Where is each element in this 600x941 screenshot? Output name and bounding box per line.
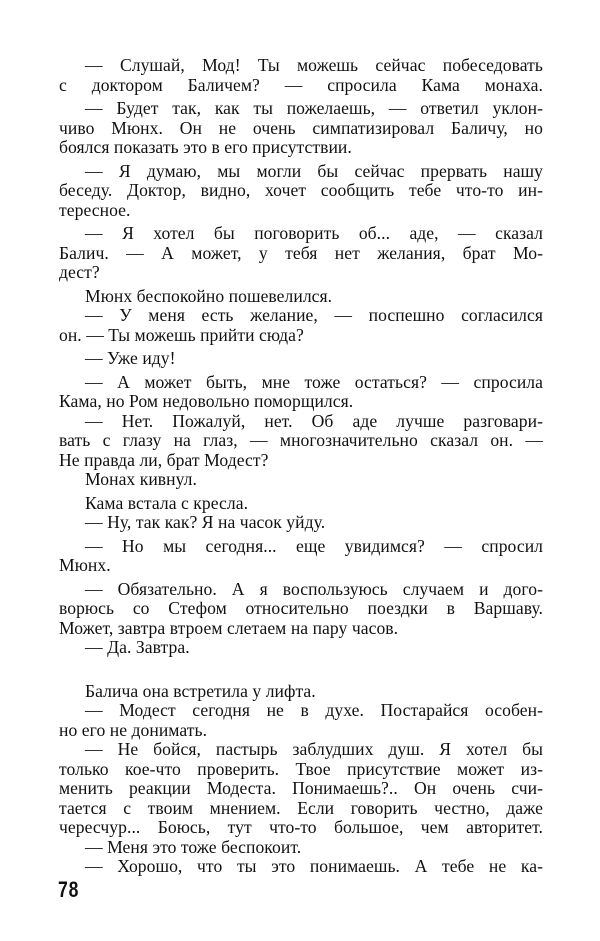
text-line: менить реакции Модеста. Понимаешь?.. Он очень счи- bbox=[59, 778, 543, 798]
text-line: дест? bbox=[59, 262, 100, 282]
text-line: Кама, но Ром недовольно поморщился. bbox=[59, 391, 354, 411]
text-line: ворюсь со Стефом относительно поездки в Варшаву. bbox=[59, 598, 543, 618]
text-line: Мюнх беспокойно пошевелился. bbox=[85, 285, 333, 306]
text-line: — Ну, так как? Я на часок уйду. bbox=[85, 512, 326, 532]
book-page-text bbox=[59, 56, 543, 877]
text-line: Кама встала с кресла. bbox=[85, 492, 249, 513]
text-line: — Я думаю, мы могли бы сейчас прервать нашу bbox=[85, 160, 543, 181]
text-line: Не правда ли, брат Модест? bbox=[59, 449, 269, 470]
text-line: Балич. — А может, у тебя нет желания, брат Мо- bbox=[59, 242, 543, 263]
text-line: Может, завтра втроем слетаем на пару часов. bbox=[59, 617, 399, 638]
text-line: беседу. Доктор, видно, хочет сообщить тебе что-то ин- bbox=[59, 180, 543, 200]
page-number: 78 bbox=[58, 877, 80, 902]
text-line: Монах кивнул. bbox=[85, 469, 197, 489]
text-line: — Не бойся, пастырь заблудших душ. Я хотел бы bbox=[85, 739, 543, 759]
text-line: — Но мы сегодня... еще увидимся? — спросил bbox=[85, 535, 543, 556]
text-line: — Нет. Пожалуй, нет. Об аде лучше разговари- bbox=[85, 410, 543, 431]
text-line: чиво Мюнх. Он не очень симпатизировал Баличу, но bbox=[59, 117, 543, 138]
text-line: — Будет так, как ты пожелаешь, — ответил уклон- bbox=[85, 98, 543, 118]
text-line: только кое-что проверить. Твое присутствие может из- bbox=[59, 758, 543, 779]
text-line: — Обязательно. А я воспользуюсь случаем и дого- bbox=[85, 578, 543, 599]
text-line: чересчур... Боюсь, тут что-то большое, чем авторитет. bbox=[59, 817, 543, 837]
text-line: — Слушай, Мод! Ты можешь сейчас побеседовать bbox=[85, 55, 543, 75]
text-line: Балича она встретила у лифта. bbox=[85, 680, 316, 701]
text-line: — Я хотел бы поговорить об... аде, — сказал bbox=[85, 223, 543, 243]
text-line: — У меня есть желание, — поспешно согласился bbox=[85, 305, 543, 325]
text-line: Мюнх. bbox=[59, 555, 111, 575]
text-line: он. — Ты можешь прийти сюда? bbox=[59, 324, 304, 345]
text-line: с доктором Баличем? — спросила Кама монаха. bbox=[59, 74, 543, 95]
text-line: но его не донимать. bbox=[59, 719, 208, 740]
text-line: — Модест сегодня не в духе. Постарайся особен- bbox=[85, 700, 543, 720]
text-line: — А может быть, мне тоже остаться? — спросила bbox=[85, 371, 543, 392]
text-line: — Да. Завтра. bbox=[85, 637, 190, 657]
text-line: — Уже иду! bbox=[85, 348, 176, 368]
text-line: тересное. bbox=[59, 199, 131, 220]
text-line: — Меня это тоже беспокоит. bbox=[85, 836, 302, 857]
text-line: тается с твоим мнением. Если говорить честно, даже bbox=[59, 797, 543, 818]
text-line: боялся показать это в его присутствии. bbox=[59, 137, 352, 157]
text-line: вать с глазу на глаз, — многозначительно сказал он. — bbox=[59, 430, 543, 450]
text-line: — Хорошо, что ты это понимаешь. А тебе не ка- bbox=[85, 856, 543, 876]
